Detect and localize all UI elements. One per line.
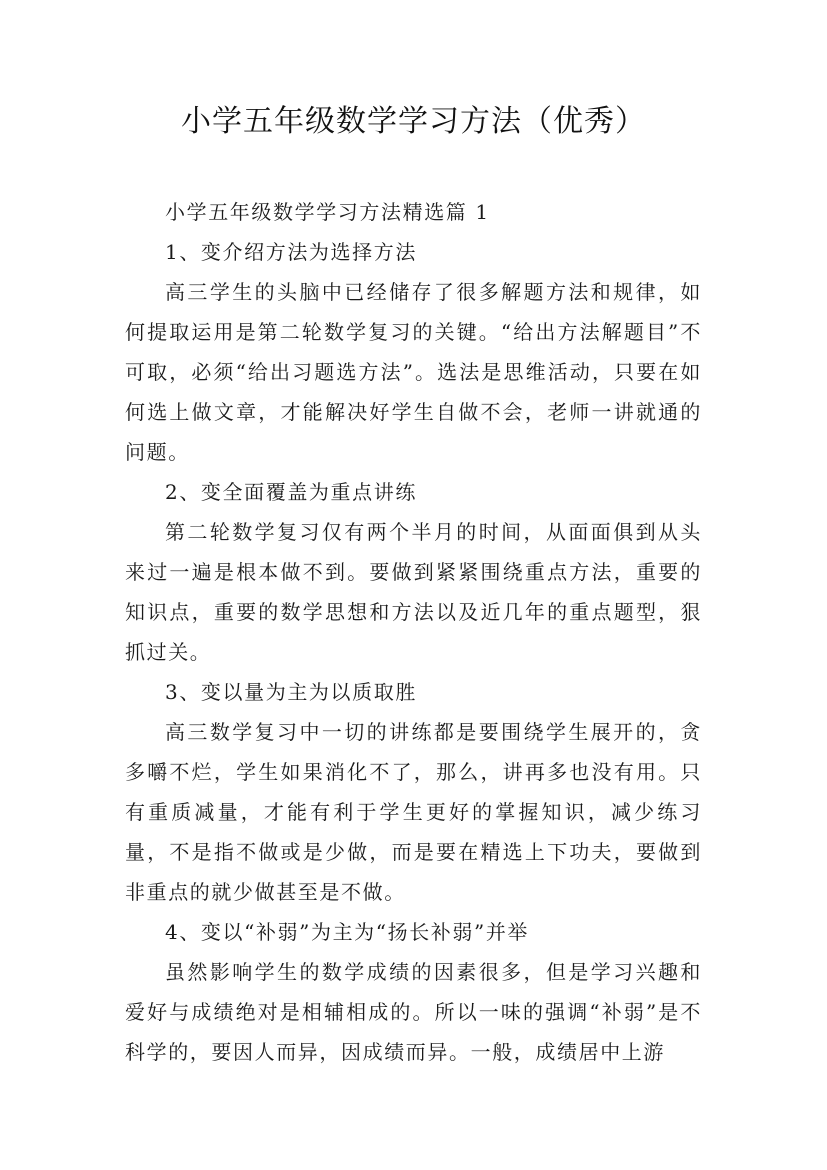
paragraph-4: 虽然影响学生的数学成绩的因素很多，但是学习兴趣和爱好与成绩绝对是相辅相成的。所以一味的强调“补弱”是不科学的，要因人而异，因成绩而异。一般，成绩居中上游 xyxy=(125,960,702,1064)
document-body xyxy=(125,192,702,1072)
subheading-4: 4、变以“补弱”为主为“扬长补弱”并举 xyxy=(165,920,530,944)
subheading-3: 3、变以量为主为以质取胜 xyxy=(165,680,417,704)
paragraph-2: 第二轮数学复习仅有两个半月的时间，从面面俱到从头来过一遍是根本做不到。要做到紧紧围绕重点方法，重要的知识点，重要的数学思想和方法以及近几年的重点题型，狠抓过关。 xyxy=(125,520,702,664)
section-heading: 小学五年级数学学习方法精选篇 1 xyxy=(165,200,490,224)
document-title: 小学五年级数学学习方法（优秀） xyxy=(181,104,646,139)
subheading-1: 1、变介绍方法为选择方法 xyxy=(165,240,417,264)
subheading-2: 2、变全面覆盖为重点讲练 xyxy=(165,480,417,504)
paragraph-1: 高三学生的头脑中已经储存了很多解题方法和规律，如何提取运用是第二轮数学复习的关键。“给出方法解题目”不可取，必须“给出习题选方法”。选法是思维活动，只要在如何选上做文章，才能解决好学生自做不会，老师一讲就通的问题。 xyxy=(125,280,702,464)
paragraph-3: 高三数学复习中一切的讲练都是要围绕学生展开的，贪多嚼不烂，学生如果消化不了，那么，讲再多也没有用。只有重质减量，才能有利于学生更好的掌握知识，减少练习量，不是指不做或是少做，而是要在精选上下功夫，要做到非重点的就少做甚至是不做。 xyxy=(125,720,702,904)
